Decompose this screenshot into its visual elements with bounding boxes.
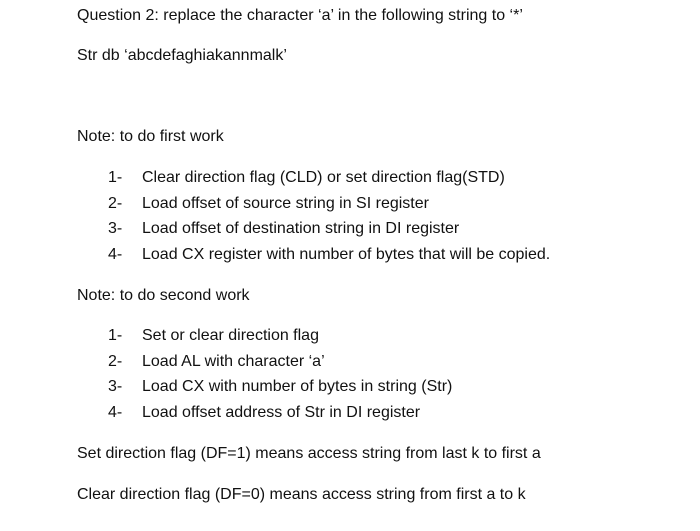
list-item <box>108 377 452 403</box>
list-item <box>108 352 452 378</box>
note1-list <box>108 168 550 270</box>
string-definition: Str db ‘abcdefaghiakannmalk’ <box>77 47 287 64</box>
list-item-text: Set or clear direction flag <box>142 327 319 344</box>
list-item <box>108 326 452 352</box>
list-item-number: 3- <box>108 378 123 395</box>
set-direction-note: Set direction flag (DF=1) means access string from last k to first a <box>77 445 541 462</box>
list-item-number: 4- <box>108 245 123 263</box>
list-item-text: Load CX register with number of bytes that will be copied. <box>142 245 551 263</box>
list-item <box>108 403 452 429</box>
note1-heading: Note: to do first work <box>77 128 224 145</box>
list-item-number: 1- <box>108 327 123 344</box>
list-item <box>108 219 550 245</box>
question-title: Question 2: replace the character ‘a’ in the following string to ‘*’ <box>77 7 523 24</box>
list-item <box>108 245 550 271</box>
list-item <box>108 194 550 220</box>
note2-list <box>108 326 452 428</box>
clear-direction-note: Clear direction flag (DF=0) means access string from first a to k <box>77 486 526 503</box>
list-item-text: Load CX with number of bytes in string (Str) <box>142 378 453 395</box>
list-item-number: 2- <box>108 194 123 212</box>
list-item-text: Clear direction flag (CLD) or set direction flag(STD) <box>142 169 505 186</box>
list-item-number: 1- <box>108 169 123 186</box>
list-item-text: Load offset address of Str in DI register <box>142 403 421 421</box>
list-item-number: 3- <box>108 220 123 237</box>
note2-heading: Note: to do second work <box>77 287 250 304</box>
list-item-number: 4- <box>108 403 123 421</box>
list-item <box>108 168 550 194</box>
list-item-text: Load AL with character ‘a’ <box>142 352 325 370</box>
list-item-text: Load offset of source string in SI register <box>142 194 429 212</box>
list-item-number: 2- <box>108 352 123 370</box>
list-item-text: Load offset of destination string in DI register <box>142 220 460 237</box>
